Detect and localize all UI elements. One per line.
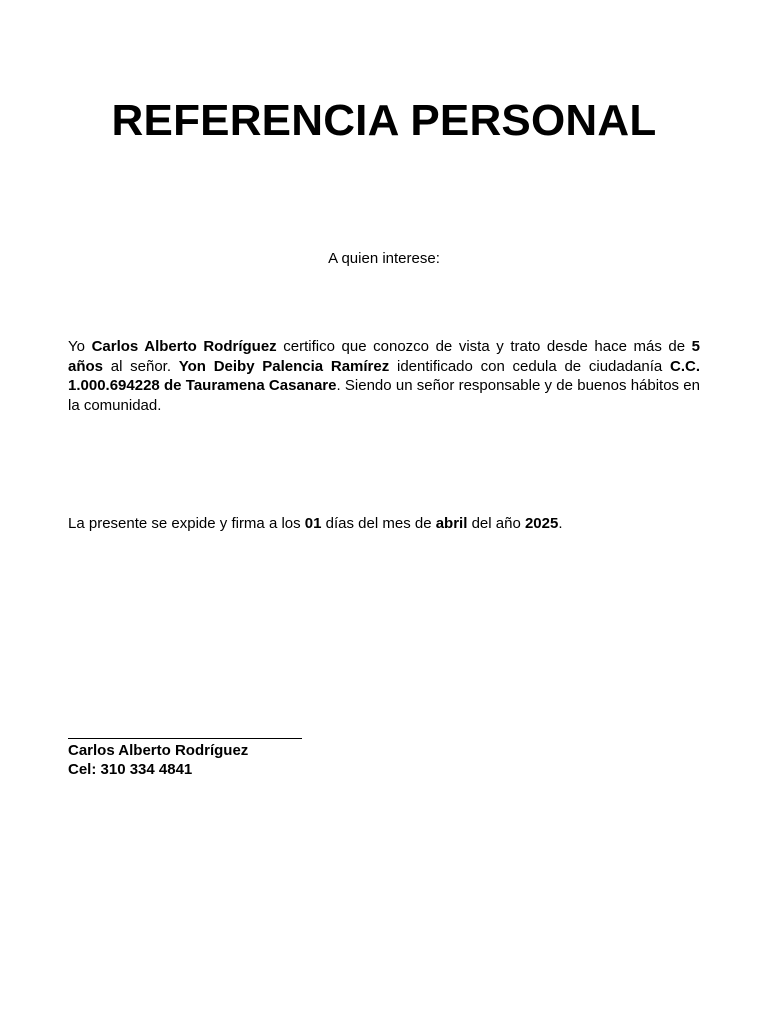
body-text-4: identificado con cedula de ciudadanía	[389, 357, 670, 375]
years-known: 5 años	[68, 338, 701, 375]
body-text-1: Yo	[68, 338, 92, 355]
signature-name: Carlos Alberto Rodríguez	[68, 742, 249, 759]
salutation: A quien interese:	[328, 250, 440, 267]
issue-day: 01	[304, 515, 322, 532]
signature-phone: Cel: 310 334 4841	[68, 761, 193, 778]
issue-paragraph	[68, 514, 700, 534]
subject-name: Yon Deiby Palencia Ramírez	[178, 357, 390, 375]
issue-text-2: días del mes de	[321, 515, 436, 532]
issue-text-1: La presente se expide y firma a los	[68, 515, 305, 532]
body-text-3: al señor.	[103, 357, 179, 375]
signature-line	[68, 738, 302, 739]
issue-text-3: del año	[467, 515, 525, 532]
body-text-2: certifico que conozco de vista y trato desde hace más de	[276, 338, 692, 355]
body-text-5: . Siendo un señor responsable y de buenos hábitos en la comunidad.	[68, 377, 700, 414]
reference-paragraph	[68, 337, 700, 415]
issue-year: 2025	[524, 515, 559, 532]
document-title: REFERENCIA PERSONAL	[111, 96, 657, 145]
issue-month: abril	[435, 515, 468, 532]
issue-text-4: .	[558, 515, 563, 532]
referee-name: Carlos Alberto Rodríguez	[91, 338, 277, 355]
id-and-place: C.C. 1.000.694228 de Tauramena Casanare	[68, 357, 700, 394]
